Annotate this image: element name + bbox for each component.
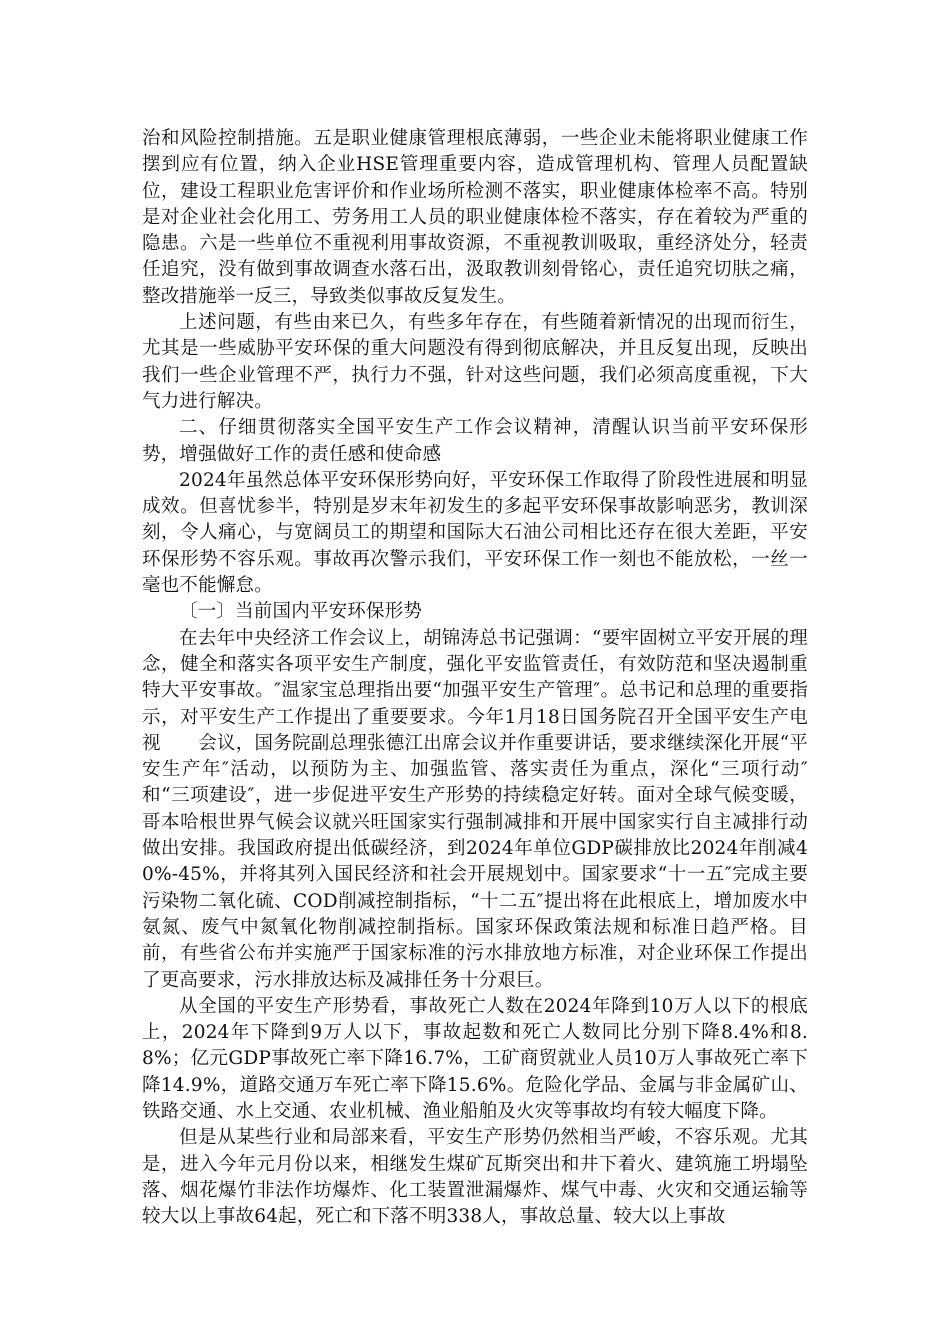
paragraph-5: 从全国的平安生产形势看，事故死亡人数在2024年降到10万人以下的根底上，2024年下降到9万人以下，事故起数和死亡人数同比分别下降8.4%和8.8%；亿元GDP事故死亡率下降16.7%，工矿商贸就业人员10万人事故死亡率下降14.9%，道路交通万车死亡率下降15.6%。危险化学品、金属与非金属矿山、铁路交通、水上交通、农业机械、渔业船舶及火灾等事故均有较大幅度下降。 <box>142 995 808 1122</box>
section-heading-2: 二、仔细贯彻落实全国平安生产工作会议精神，清醒认识当前平安环保形势，增强做好工作的责任感和使命感 <box>142 417 808 465</box>
paragraph-1: 治和风险控制措施。五是职业健康管理根底薄弱，一些企业未能将职业健康工作摆到应有位置，纳入企业HSE管理重要内容，造成管理机构、管理人员配置缺位，建设工程职业危害评价和作业场所检测不落实，职业健康体检率不高。特别是对企业社会化用工、劳务用工人员的职业健康体检不落实，存在着较为严重的隐患。六是一些单位不重视利用事故资源，不重视教训吸取，重经济处分，轻责任追究，没有做到事故调查水落石出，汲取教训刻骨铭心，责任追究切肤之痛，整改措施举一反三，导致类似事故反复发生。 <box>142 128 808 307</box>
subsection-heading-1: 〔一〕当前国内平安环保形势 <box>179 601 423 623</box>
paragraph-2: 上述问题，有些由来已久，有些多年存在，有些随着新情况的出现而衍生，尤其是一些威胁平安环保的重大问题没有得到彻底解决，并且反复出现，反映出我们一些企业管理不严，执行力不强，针对这些问题，我们必须高度重视，下大气力进行解决。 <box>142 312 808 412</box>
paragraph-6: 但是从某些行业和局部来看，平安生产形势仍然相当严峻，不容乐观。尤其是，进入今年元月份以来，相继发生煤矿瓦斯突出和井下着火、建筑施工坍塌坠落、烟花爆竹非法作坊爆炸、化工装置泄漏爆炸、煤气中毒、火灾和交通运输等较大以上事故64起，死亡和下落不明338人，事故总量、较大以上事故 <box>142 1127 808 1228</box>
paragraph-3: 2024年虽然总体平安环保形势向好，平安环保工作取得了阶段性进展和明显成效。但喜忧参半，特别是岁末年初发生的多起平安环保事故影响恶劣，教训深刻，令人痛心，与宽阔员工的期望和国际大石油公司相比还存在很大差距，平安环保形势不容乐观。事故再次警示我们，平安环保工作一刻也不能放松，一丝一毫也不能懈怠。 <box>142 469 808 597</box>
paragraph-4: 在去年中央经济工作会议上，胡锦涛总书记强调：“要牢固树立平安开展的理念，健全和落实各项平安生产制度，强化平安监管责任，有效防范和坚决遏制重特大平安事故。″温家宝总理指出要“加强平安生产管理″。总书记和总理的重要指示，对平安生产工作提出了重要要求。今年1月18日国务院召开全国平安生产电视 会议，国务院副总理张德江出席会议并作重要讲话，要求继续深化开展“平安生产年″活动，以预防为主、加强监管、落实责任为重点，深化“三项行动″和“三项建设″，进一步促进平安生产形势的持续稳定好转。面对全球气候变暖，哥本哈根世界气候会议就兴旺国家实行强制减排和开展中国家实行自主减排行动做出安排。我国政府提出低碳经济，到2024年单位GDP碳排放比2024年削减40%-45%，并将其列入国民经济和社会开展规划中。国家要求“十一五″完成主要污染物二氧化硫、COD削减控制指标，“十二五″提出将在此根底上，增加废水中氨氮、废气中氮氧化物削减控制指标。国家环保政策法规和标准日趋严格。目前，有些省公布并实施严于国家标准的污水排放地方标准，对企业环保工作提出了更高要求，污水排放达标及减排任务十分艰巨。 <box>142 627 808 991</box>
document-body <box>142 126 808 1230</box>
